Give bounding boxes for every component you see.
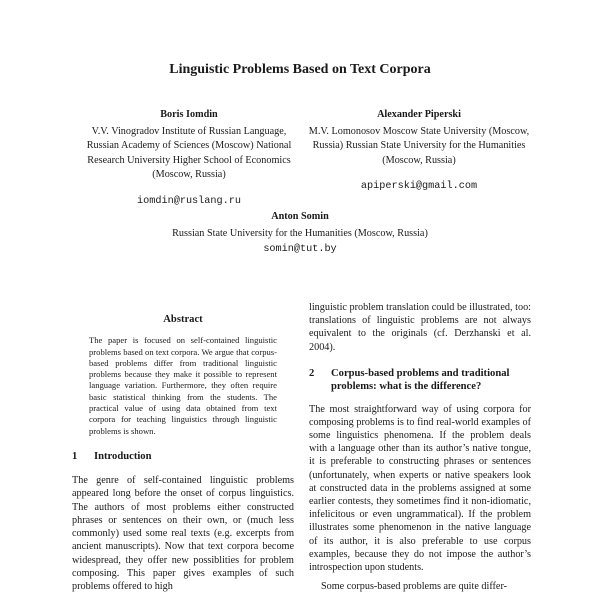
author-affiliation: V.V. Vinogradov Institute of Russian Language, Russian Academy of Sciences (Moscow) National Research University Higher School of Economics (Moscow, Russia) [86,125,292,181]
section-heading [309,367,531,394]
author-name: Alexander Piperski [377,109,461,120]
section-title: Introduction [94,450,152,462]
author-affiliation: M.V. Lomonosov Moscow State University (Moscow, Russia) Russian State University for the Humanities (Moscow, Russia) [308,125,530,166]
paragraph: linguistic problem translation could be illustrated, too: translations of linguistic problems are not always equivalent to the originals (cf. Derzhanski et al. 2004). [309,302,531,353]
author-block [308,108,530,195]
author-name: Boris Iomdin [160,109,218,120]
section-title: Corpus-based problems and traditional problems: what is the difference? [331,367,510,393]
paragraph: The most straightforward way of using corpora for composing problems is to find real-world examples of some linguistics phenomena. If the problem deals with a language other than its author’s native tongue, it is preferable to constructing phrases or sentences (unfortunately, when experts or native speakers look at constructed data in the problems assigned at some earlier contests, they sometimes find it non-idiomatic, infelicitous or even ungrammatical). If the problem illustrates some phenomenon in the native language of its author, it is also preferable to use corpus examples, because they do not impose the author’s introspection upon students. [309,403,531,574]
paper-title: Linguistic Problems Based on Text Corpora [169,62,431,77]
left-column [72,313,294,593]
author-affiliation: Russian State University for the Humanities (Moscow, Russia) [172,227,428,239]
abstract-text: The paper is focused on self-contained linguistic problems based on text corpora. We argue that corpus-based problems differ from traditional linguistic problems because they make it possible to represent language variation. Furthermore, they often require basic statistical thinking from the students. The practical value of using data obtained from text corpora for teaching linguistics through linguistic problems is shown. [89,335,277,436]
section-heading [72,450,294,463]
paragraph: The genre of self-contained linguistic problems appeared long before the onset of corpus linguistics. The authors of most problems either constructed phrases or sentences on their own, or (much less commonly) used some real texts (e.g. excerpts from ancient manuscripts). Now that text corpora become widespread, they offer new possiblities for problem composing. This paper gives examples of such problems offered to high [72,475,294,592]
section-number: 2 [309,367,315,379]
author-email[interactable]: apiperski@gmail.com [360,181,478,193]
author-block [100,210,500,258]
author-block [78,108,300,210]
right-column [309,301,531,593]
paragraph: Some corpus-based problems are quite differ- [321,581,508,593]
author-email[interactable]: somin@tut.by [263,244,337,256]
section-number: 1 [72,450,78,462]
author-email[interactable]: iomdin@ruslang.ru [137,195,241,207]
author-name: Anton Somin [271,211,329,222]
abstract-heading: Abstract [163,314,203,325]
